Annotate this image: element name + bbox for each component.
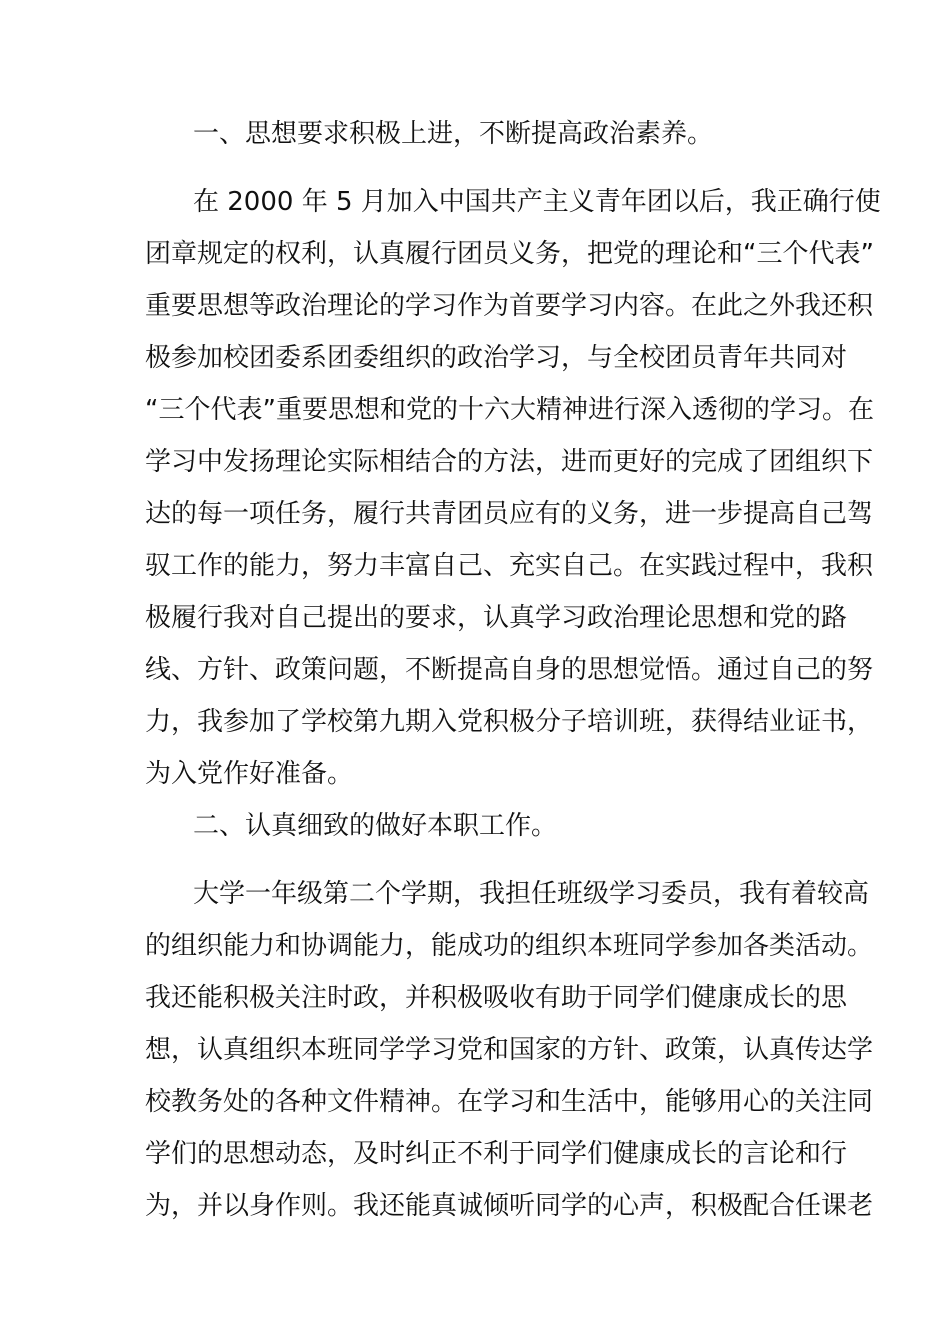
paragraph-1-line: 重要思想等政治理论的学习作为首要学习内容。在此之外我还积 [145,291,874,321]
paragraph-2-line: 学们的思想动态，及时纠正不利于同学们健康成长的言论和行 [145,1139,848,1169]
section-heading-1: 一、思想要求积极上进，不断提高政治素养。 [193,119,714,149]
paragraph-1-line: 学习中发扬理论实际相结合的方法，进而更好的完成了团组织下 [145,447,874,477]
paragraph-1-line: 极履行我对自己提出的要求，认真学习政治理论思想和党的路 [145,603,848,633]
paragraph-2-line: 大学一年级第二个学期，我担任班级学习委员，我有着较高 [193,879,870,909]
paragraph-1-line: 在 2000 年 5 月加入中国共产主义青年团以后，我正确行使 [193,187,881,217]
paragraph-2-line: 我还能积极关注时政，并积极吸收有助于同学们健康成长的思 [145,983,848,1013]
paragraph-1-line: 团章规定的权利，认真履行团员义务，把党的理论和“三个代表” [145,239,874,269]
paragraph-1-line: 为入党作好准备。 [145,759,354,789]
paragraph-2-line: 为，并以身作则。我还能真诚倾听同学的心声，积极配合任课老 [145,1191,874,1221]
paragraph-1-line: 达的每一项任务，履行共青团员应有的义务，进一步提高自己驾 [145,499,874,529]
paragraph-2-line: 的组织能力和协调能力，能成功的组织本班同学参加各类活动。 [145,931,874,961]
paragraph-1-line: 线、方针、政策问题，不断提高自身的思想觉悟。通过自己的努 [145,655,874,685]
paragraph-1-line: “三个代表”重要思想和党的十六大精神进行深入透彻的学习。在 [145,395,874,425]
paragraph-1-line: 驭工作的能力，努力丰富自己、充实自己。在实践过程中，我积 [145,551,874,581]
paragraph-2-line: 想，认真组织本班同学学习党和国家的方针、政策，认真传达学 [145,1035,874,1065]
paragraph-2-line: 校教务处的各种文件精神。在学习和生活中，能够用心的关注同 [145,1087,874,1117]
paragraph-1-line: 极参加校团委系团委组织的政治学习，与全校团员青年共同对 [145,343,848,373]
paragraph-1-line: 力，我参加了学校第九期入党积极分子培训班，获得结业证书， [145,707,874,737]
section-heading-2: 二、认真细致的做好本职工作。 [193,811,558,841]
